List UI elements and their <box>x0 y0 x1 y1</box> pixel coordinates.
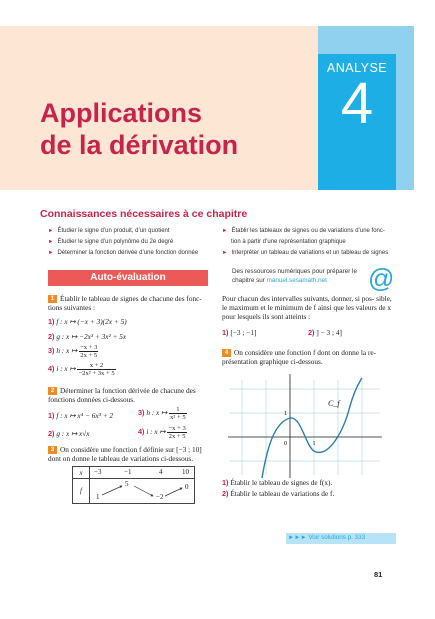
exercise-1-item-2 <box>48 332 126 341</box>
prereq-right-1 <box>222 228 385 234</box>
exercise-1-item-4 <box>48 362 116 377</box>
item-label: 4) <box>138 427 145 437</box>
function-graph <box>222 370 384 480</box>
exercise-2-item-4 <box>138 425 187 440</box>
denominator: 2x + 5 <box>168 433 186 440</box>
curve-label: C_f <box>328 399 340 408</box>
exercise-2-item-1 <box>48 411 113 420</box>
table-x-value: 10 <box>182 468 189 476</box>
decrease-arrow <box>134 486 153 496</box>
bullet-arrow-icon: ► <box>48 228 54 234</box>
numerator: 1 <box>176 406 180 413</box>
prereq-text: Étudier le signe d’un produit, d’un quotient <box>57 228 170 234</box>
prereq-text: Établir les tableaux de signes ou de variations d’une fonc- <box>231 228 385 234</box>
exercise-3-statement <box>48 445 216 463</box>
fraction <box>167 425 186 440</box>
y-tick-label: 1 <box>284 411 287 417</box>
variation-arrows <box>90 479 194 503</box>
exercise-1-item-1 <box>48 317 127 326</box>
item-label: 3) <box>138 408 145 418</box>
question-text: Établir le tableau de variations de f. <box>230 489 335 498</box>
chapter-title-line1: Applications <box>40 98 203 128</box>
exercise-number: 4 <box>222 349 231 357</box>
interval-item-2 <box>308 328 342 337</box>
table-f-value: 1 <box>96 493 100 501</box>
prerequisites-title: Connaissances nécessaires à ce chapitre <box>40 208 248 220</box>
bullet-arrow-icon: ► <box>222 250 228 256</box>
exercise-text: Établir le tableau de signes de chacune des fonc- tions suivantes : <box>48 294 202 313</box>
item-label: 3) <box>48 346 55 356</box>
exercise-4-question-1 <box>222 478 332 487</box>
exercise-4-statement <box>222 348 394 366</box>
item-label: 2) <box>48 429 55 438</box>
math-expression: g : x ↦ −2x³ + 3x² + 5x <box>56 332 127 341</box>
fraction <box>79 344 98 359</box>
exercise-number: 1 <box>48 295 57 303</box>
table-f-value: −2 <box>156 493 164 501</box>
table-x-values-cell <box>90 467 195 479</box>
graph-grid <box>230 380 380 475</box>
table-f-value: 5 <box>125 480 129 488</box>
at-sign-icon: @ <box>368 263 395 293</box>
solutions-text: Voir solutions p. 333 <box>308 534 366 541</box>
exercise-text: On considère une fonction f dont on donne la re- présentation graphique ci-dessous. <box>222 348 377 367</box>
bullet-arrow-icon: ► <box>48 250 54 256</box>
increase-arrow <box>102 486 122 495</box>
question-text: Établir le tableau de signes de f(x). <box>230 478 333 487</box>
table-x-value: −1 <box>124 468 132 476</box>
prereq-text: Étudier le signe d’un polynôme du 2e degré <box>57 239 174 245</box>
exercise-number: 2 <box>48 387 57 395</box>
fraction <box>169 406 187 421</box>
denominator: x² + 5 <box>170 414 186 421</box>
chapter-title-line2: de la dérivation <box>40 130 239 160</box>
exercise-4-question-2 <box>222 489 334 498</box>
prereq-right-2: tion à partir d’une représentation graphique <box>231 239 346 245</box>
interval-value: ] − 3 ; 4] <box>316 328 342 337</box>
exercise-number: 3 <box>48 446 57 454</box>
denominator: 2x + 5 <box>80 352 98 359</box>
math-expression: f : x ↦ (−x + 3)(2x + 5) <box>56 317 127 326</box>
interval-item-1 <box>222 328 256 337</box>
page-number: 81 <box>374 570 383 579</box>
math-expression: i : x ↦ <box>146 427 166 437</box>
auto-evaluation-divider <box>48 285 208 286</box>
exercise-2-item-2 <box>48 429 90 438</box>
chapter-number: 4 <box>340 71 374 136</box>
item-label: 2) <box>222 489 229 498</box>
math-expression: f : x ↦ x⁴ − 6x³ + 2 <box>56 411 114 420</box>
function-curve <box>262 378 362 478</box>
item-label: 2) <box>48 332 55 341</box>
prereq-left-3 <box>48 250 198 256</box>
solutions-reference[interactable] <box>288 534 365 541</box>
bullet-arrow-icon: ► <box>48 239 54 245</box>
resources-link[interactable]: manuel.sesamath.net <box>266 276 327 284</box>
item-label: 1) <box>222 478 229 487</box>
exercise-1-statement <box>48 294 214 312</box>
numerator: x + 2 <box>89 362 104 369</box>
table-x-label: x <box>73 467 90 479</box>
exercise-text: Déterminer la fonction dérivée de chacune des fonctions données ci-dessous. <box>48 386 196 405</box>
prereq-right-3 <box>222 250 388 256</box>
origin-label: 0 <box>284 441 287 447</box>
numerator: −x + 3 <box>168 425 186 432</box>
item-label: 1) <box>222 328 229 337</box>
table-x-value: 4 <box>159 468 163 476</box>
variation-table <box>72 466 195 504</box>
increase-arrow <box>165 488 182 496</box>
resources-text: Des ressources numériques pour préparer le chapitre sur <box>232 268 357 284</box>
prereq-left-2 <box>48 239 173 245</box>
item-label: 1) <box>48 317 55 326</box>
section-label: ANALYSE <box>326 61 388 75</box>
resources-note <box>232 268 372 285</box>
math-expression: h : x ↦ <box>56 346 78 356</box>
fraction <box>77 362 115 377</box>
exercise-1-item-3 <box>48 344 98 359</box>
x-tick-label: 1 <box>312 441 316 447</box>
interval-value: [−3 ; −1] <box>230 328 257 337</box>
math-expression: g : x ↦ x√x <box>56 429 90 438</box>
table-f-value: 0 <box>185 483 189 491</box>
item-label: 4) <box>48 364 55 374</box>
prereq-text: Déterminer la fonction dérivée d’une fonction donnée <box>57 250 199 256</box>
auto-evaluation-banner: Auto-évaluation <box>48 270 208 285</box>
item-label: 1) <box>48 411 55 420</box>
prereq-text: Interpréter un tableau de variations et un tableau de signes <box>231 250 389 256</box>
numerator: −x + 3 <box>80 344 98 351</box>
table-f-values-cell <box>90 479 195 504</box>
bullet-arrow-icon: ► <box>222 228 228 234</box>
intervals-statement: Pour chacun des intervalles suivants, donner, si pos- sible, le maximum et le minimum de f ainsi que les valeurs de x pour lesquels ils sont atteints : <box>222 294 392 322</box>
table-f-label: f <box>73 479 90 504</box>
denominator: −2x² + 3x + 5 <box>78 370 115 377</box>
table-x-value: −3 <box>94 468 102 476</box>
math-expression: h : x ↦ <box>146 408 168 418</box>
exercise-text: On considère une fonction f définie sur [−3 ; 10] dont on donne le tableau de variations ci-dessous. <box>48 445 202 464</box>
item-label: 2) <box>308 328 315 337</box>
math-expression: i : x ↦ <box>56 364 76 374</box>
prereq-left-1 <box>48 228 170 234</box>
triple-arrow-icon: ►►► <box>288 534 307 541</box>
exercise-2-item-3 <box>138 406 187 421</box>
exercise-2-statement <box>48 386 214 404</box>
